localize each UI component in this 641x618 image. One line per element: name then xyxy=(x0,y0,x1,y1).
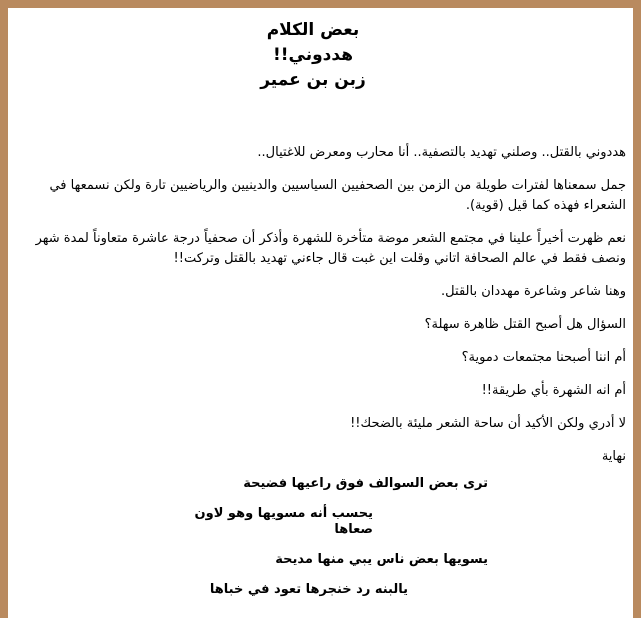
paragraph: لا أدري ولكن الأكيد أن ساحة الشعر مليئة بالضحك!! xyxy=(350,416,626,431)
author-name: زبن بن عمير xyxy=(260,70,366,90)
column-title: بعض الكلام xyxy=(266,20,360,40)
paragraph: جمل سمعناها لفترات طويلة من الزمن بين الصحفيين السياسيين والدينيين والرياضيين تارة ولكن نسمعها في الشعراء فهذه كما قيل (قوية). xyxy=(49,178,626,213)
article-title: هددوني!! xyxy=(273,45,353,65)
paragraph: أم انه الشهرة بأي طريقة!! xyxy=(481,383,626,398)
paragraph: السؤال هل أصبح القتل ظاهرة سهلة؟ xyxy=(424,317,626,332)
paragraph: هددوني بالقتل.. وصلني تهديد بالتصفية.. أنا محارب ومعرض للاغتيال.. xyxy=(257,145,626,160)
poem-verse: يسويها بعض ناس يبي منها مديحة xyxy=(275,552,488,567)
title-block xyxy=(8,18,633,93)
poem-verse: يالبنه رد خنجرها تعود في خباها xyxy=(209,582,408,597)
poem xyxy=(168,476,488,612)
poem-verse: يحسب أنه مسويها وهو لاون صعاها xyxy=(194,506,373,537)
document-page xyxy=(8,8,633,618)
paragraph: نعم ظهرت أخيراً علينا في مجتمع الشعر موضة متأخرة للشهرة وأذكر أن صحفياً درجة عاشرة متعاوناً لمدة شهر ونصف فقط في عالم الصحافة اتاني وقلت اين غبت قال جاءني تهديد بالقتل وتركت!! xyxy=(35,231,626,266)
article-body xyxy=(28,143,626,480)
paragraph: نهاية xyxy=(601,449,626,464)
poem-verse: ترى بعض السوالف فوق راعيها فضيحة xyxy=(243,476,488,491)
paragraph: وهنا شاعر وشاعرة مهددان بالقتل. xyxy=(441,284,626,299)
paragraph: أم اننا أصبحنا مجتمعات دموية؟ xyxy=(461,350,626,365)
